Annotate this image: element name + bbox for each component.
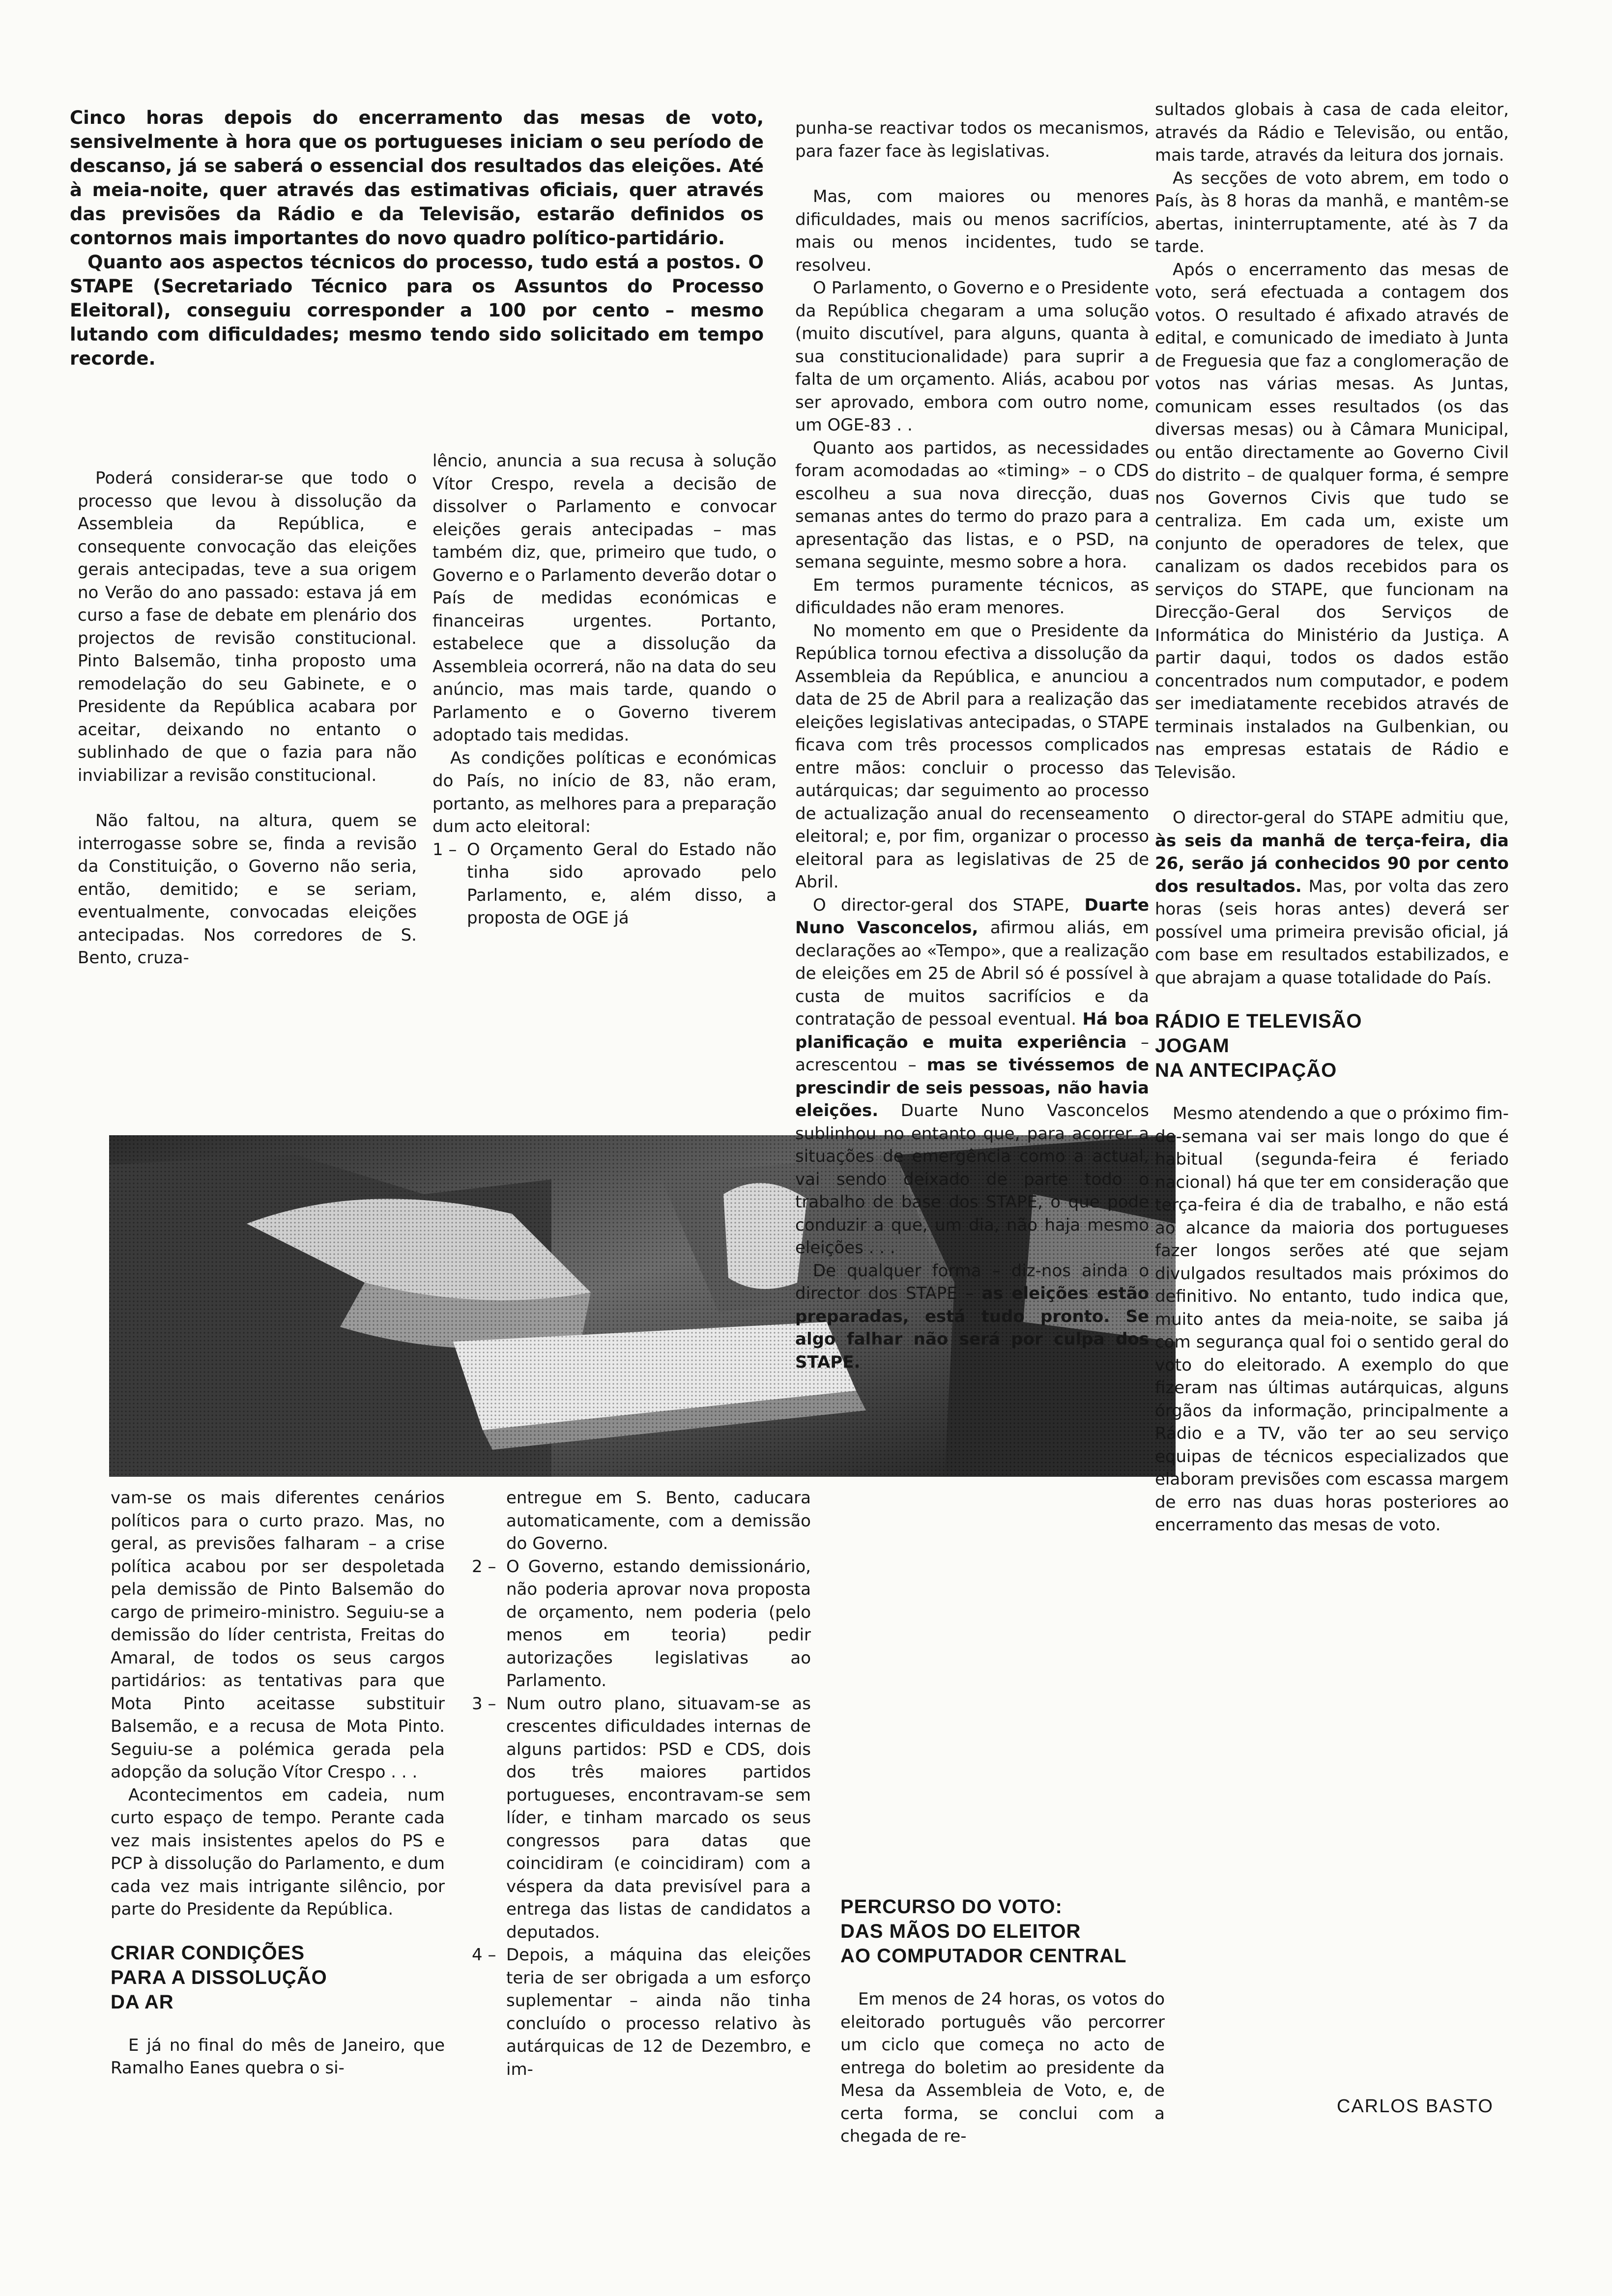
- body-paragraph: As condições políticas e económicas do País, no início de 83, não eram, portanto, as melhores para a preparação dum acto eleitoral:: [432, 748, 777, 836]
- list-text: Num outro plano, situavam-se as crescentes dificuldades internas de alguns partidos: PSD e CDS, dois dos três maiores partidos portugueses, encontravam-se sem líder, e tinham marcado os seus congressos para datas que coincidiram (e coincidiram) com a véspera da data previsível para a entrega das listas de candidatos a deputados.: [506, 1693, 811, 1942]
- text-run: Duarte Nuno Vasconcelos sublinhou no entanto que, para acorrer a situações de emergência como a actual, vai sendo deixado de parte todo o trabalho de base dos STAPE, o que pode conduzir a que, um dia, não haja mesmo eleições . . .: [795, 1101, 1149, 1258]
- text-run: – acrescentou –: [795, 1032, 1149, 1075]
- list-number: 3 –: [472, 1693, 496, 1714]
- body-paragraph: Mas, com maiores ou menores dificuldades, mais ou menos sacrifícios, mais ou menos incidentes, tudo se resolveu.: [795, 187, 1149, 275]
- column-3: [795, 117, 1149, 1374]
- list-number: 1 –: [432, 839, 457, 860]
- list-item: [432, 838, 777, 930]
- section-heading: AO COMPUTADOR CENTRAL: [840, 1945, 1127, 1967]
- column-2-top: [432, 450, 777, 930]
- body-paragraph: O Parlamento, o Governo e o Presidente da República chegaram a uma solução (muito discutível, para alguns, quanta à sua constitucionalidade) para suprir a falta de um orçamento. Aliás, acabou por ser aprovado, embora com outro nome, um OGE-83 . .: [795, 278, 1149, 435]
- list-number: 4 –: [472, 1945, 496, 1965]
- body-paragraph: Em termos puramente técnicos, as dificuldades não eram menores.: [795, 575, 1149, 618]
- body-paragraph: punha-se reactivar todos os mecanismos, para fazer face às legislativas.: [795, 118, 1149, 161]
- section-heading: CRIAR CONDIÇÕES: [111, 1942, 305, 1964]
- column-1-top: [78, 467, 417, 970]
- body-paragraph: [795, 894, 1149, 1260]
- body-paragraph: Em menos de 24 horas, os votos do eleitorado português vão percorrer um ciclo que começa no acto de entrega do boletim ao presidente da Mesa da Assembleia de Voto, e, de certa forma, se conclui com a chegada de re-: [840, 1989, 1165, 2146]
- section-heading: RÁDIO E TELEVISÃO: [1155, 1010, 1362, 1032]
- column-2-bottom: [472, 1487, 811, 2081]
- lead-block: [70, 106, 764, 371]
- body-paragraph: No momento em que o Presidente da República tornou efectiva a dissolução da Assembleia da República, e anunciou a data de 25 de Abril para a realização das eleições legislativas antecipadas, o STAPE ficava com três processos complicados entre mãos: concluir o processo das autárquicas; dar seguimento ao processo de actualização anual do recenseamento eleitoral; e, por fim, organizar o processo eleitoral para as legislativas de 25 de Abril.: [795, 621, 1149, 892]
- text-run: Mas, por volta das zero horas (seis horas antes) deverá ser possível uma primeira previsão oficial, já com base em resultados estabilizados, e que abrajam a quase totalidade do País.: [1155, 876, 1509, 988]
- section-heading: JOGAM: [1155, 1035, 1230, 1057]
- column-1-bottom: [111, 1487, 445, 2080]
- text-run: O director-geral dos STAPE,: [813, 895, 1085, 915]
- body-paragraph: lêncio, anuncia a sua recusa à solução Vítor Crespo, revela a decisão de dissolver o Parlamento e convocar eleições gerais antecipadas – mas também diz, que, primeiro que tudo, o Governo e o Parlamento deverão dotar o País de medidas económicas e financeiras urgentes. Portanto, estabelece que a dissolução da Assembleia ocorrerá, não na data do seu anúncio, mas mais tarde, quando o Parlamento e o Governo tiverem adoptado tais medidas.: [432, 451, 777, 745]
- body-paragraph: sultados globais à casa de cada eleitor, através da Rádio e Televisão, ou então, mais tarde, através da leitura dos jornais.: [1155, 100, 1509, 165]
- body-paragraph: Acontecimentos em cadeia, num curto espaço de tempo. Perante cada vez mais insistentes apelos do PS e PCP à dissolução do Parlamento, e dum cada vez mais intrigante silêncio, por parte do Presidente da República.: [111, 1785, 445, 1919]
- lead-paragraph: Cinco horas depois do encerramento das mesas de voto, sensivelmente à hora que os portugueses iniciam o seu período de descanso, já se saberá o essencial dos resultados das eleições. Até à meia-noite, quer através das estimativas oficiais, quer através das previsões da Rádio e da Televisão, estarão definidos os contornos mais importantes do novo quadro político-partidário.: [70, 107, 764, 249]
- numbered-list: [432, 838, 777, 930]
- list-item: [472, 1693, 811, 1944]
- column-4: [1155, 98, 1509, 1537]
- text-run: afirmou aliás, em declarações ao «Tempo», que a realização de eleições em 25 de Abril só é possível à custa de muitos sacrifícios e da contratação de pessoal eventual.: [795, 918, 1149, 1029]
- emphasis-run: as eleições estão preparadas, está tudo pronto. Se algo falhar não será por culpa dos STAPE.: [795, 1284, 1150, 1372]
- list-number: 2 –: [472, 1556, 496, 1577]
- body-paragraph: Poderá considerar-se que todo o processo que levou à dissolução da Assembleia da República, e consequente convocação das eleições gerais antecipadas, teve a sua origem no Verão do ano passado: estava já em curso a fase de debate em plenário dos projectos de revisão constitucional. Pinto Balsemão, tinha proposto uma remodelação do seu Gabinete, e o Presidente da República acabara por aceitar, deixando no entanto o sublinhado de que o fazia para não inviabilizar a revisão constitucional.: [78, 468, 417, 785]
- section-heading: PERCURSO DO VOTO:: [840, 1896, 1063, 1918]
- emphasis-run: às seis da manhã de terça-feira, dia 26, serão já conhecidos 90 por cento dos resultados.: [1155, 831, 1509, 896]
- body-paragraph: entregue em S. Bento, caducara automaticamente, com a demissão do Governo.: [506, 1488, 811, 1553]
- emphasis-run: mas se tivéssemos de prescindir de seis pessoas, não havia eleições.: [795, 1055, 1149, 1120]
- emphasis-run: Duarte Nuno Vasconcelos,: [795, 895, 1149, 938]
- body-paragraph: E já no final do mês de Janeiro, que Ramalho Eanes quebra o si-: [111, 2035, 445, 2078]
- list-text: O Orçamento Geral do Estado não tinha sido aprovado pelo Parlamento, e, além disso, a proposta de OGE já: [467, 839, 777, 928]
- text-run: O director-geral do STAPE admitiu que,: [1173, 808, 1509, 828]
- list-text: O Governo, estando demissionário, não poderia aprovar nova proposta de orçamento, nem poderia (pelo menos em teoria) pedir autorizações legislativas ao Parlamento.: [506, 1556, 811, 1691]
- lead-paragraph: Quanto aos aspectos técnicos do processo, tudo está a postos. O STAPE (Secretariado Técnico para os Assuntos do Processo Eleitoral), conseguiu corresponder a 100 por cento – mesmo lutando com dificuldades; mesmo tendo sido solicitado em tempo recorde.: [70, 252, 764, 369]
- section-heading: PARA A DISSOLUÇÃO: [111, 1966, 327, 1988]
- body-paragraph: Mesmo atendendo a que o próximo fim-de-semana vai ser mais longo do que é habitual (segunda-feira é feriado nacional) há que ter em consideração que terça-feira é dia de trabalho, e não está ao alcance da maioria dos portugueses fazer longos serões até que sejam divulgados resultados mais próximos do definitivo. No entanto, tudo indica que, muito antes da meia-noite, se saiba já com segurança qual foi o sentido geral do voto do eleitorado. A exemplo do que fizeram nas últimas autárquicas, alguns órgãos da informação, principalmente a Rádio e a TV, vão ter ao seu serviço equipas de técnicos especializados que elaboram previsões com escassa margem de erro nas duas horas posteriores ao encerramento das mesas de voto.: [1155, 1104, 1509, 1535]
- list-item: [472, 1944, 811, 2081]
- column-3-section: [840, 1894, 1165, 2148]
- body-paragraph: Não faltou, na altura, quem se interrogasse sobre se, finda a revisão da Constituição, o Governo não seria, então, demitido; e se seriam, eventualmente, convocadas eleições antecipadas. Nos corredores de S. Bento, cruza-: [78, 811, 417, 968]
- text-run: De qualquer forma – diz-nos ainda o director dos STAPE –: [795, 1261, 1149, 1303]
- body-paragraph: [1155, 806, 1509, 989]
- body-paragraph: Após o encerramento das mesas de voto, será efectuada a contagem dos votos. O resultado é afixado através de edital, e comunicado de imediato à Junta de Freguesia que faz a conglomeração de votos nas várias mesas. As Juntas, comunicam esses resultados (os das diversas mesas) ou à Câmara Municipal, ou então directamente ao Governo Civil do distrito – de qualquer forma, é sempre nos Governos Civis que tudo se centraliza. Em cada um, existe um conjunto de operadores de telex, que canalizam os dados recebidos para os serviços do STAPE, que funcionam na Direcção-Geral dos Serviços de Informática do Ministério da Justiça. A partir daqui, todos os dados estão concentrados num computador, e podem ser imediatamente recebidos através de terminais instalados na Gulbenkian, ou nas empresas estatais de Rádio e Televisão.: [1155, 259, 1509, 782]
- section-heading: NA ANTECIPAÇÃO: [1155, 1060, 1337, 1081]
- body-paragraph: [795, 1260, 1149, 1374]
- body-paragraph: As secções de voto abrem, em todo o País, às 8 horas da manhã, e mantêm-se abertas, ininterruptamente, até às 7 da tarde.: [1155, 168, 1509, 257]
- emphasis-run: Há boa planificação e muita experiência: [795, 1009, 1150, 1052]
- list-text: Depois, a máquina das eleições teria de ser obrigada a um esforço suplementar – ainda não tinha concluído o processo relativo às autárquicas de 12 de Dezembro, e im-: [506, 1945, 811, 2079]
- body-paragraph: Quanto aos partidos, as necessidades foram acomodadas ao «timing» – o CDS escolheu a sua nova direcção, duas semanas antes do termo do prazo para a apresentação das listas, e o PSD, na semana seguinte, mesmo sobre a hora.: [795, 438, 1149, 572]
- numbered-list: [472, 1555, 811, 2081]
- section-heading: DAS MÃOS DO ELEITOR: [840, 1921, 1081, 1942]
- section-heading: DA AR: [111, 1991, 174, 2013]
- list-item: [472, 1555, 811, 1693]
- body-paragraph: vam-se os mais diferentes cenários políticos para o curto prazo. Mas, no geral, as previsões falharam – a crise política acabou por ser despoletada pela demissão de Pinto Balsemão do cargo de primeiro-ministro. Seguiu-se a demissão do líder centrista, Freitas do Amaral, de todos os seus cargos partidários: as tentativas para que Mota Pinto aceitasse substituir Balsemão, e a recusa de Mota Pinto. Seguiu-se a polémica gerada pela adopção da solução Vítor Crespo . . .: [111, 1488, 445, 1782]
- author-byline: CARLOS BASTO: [1337, 2096, 1494, 2117]
